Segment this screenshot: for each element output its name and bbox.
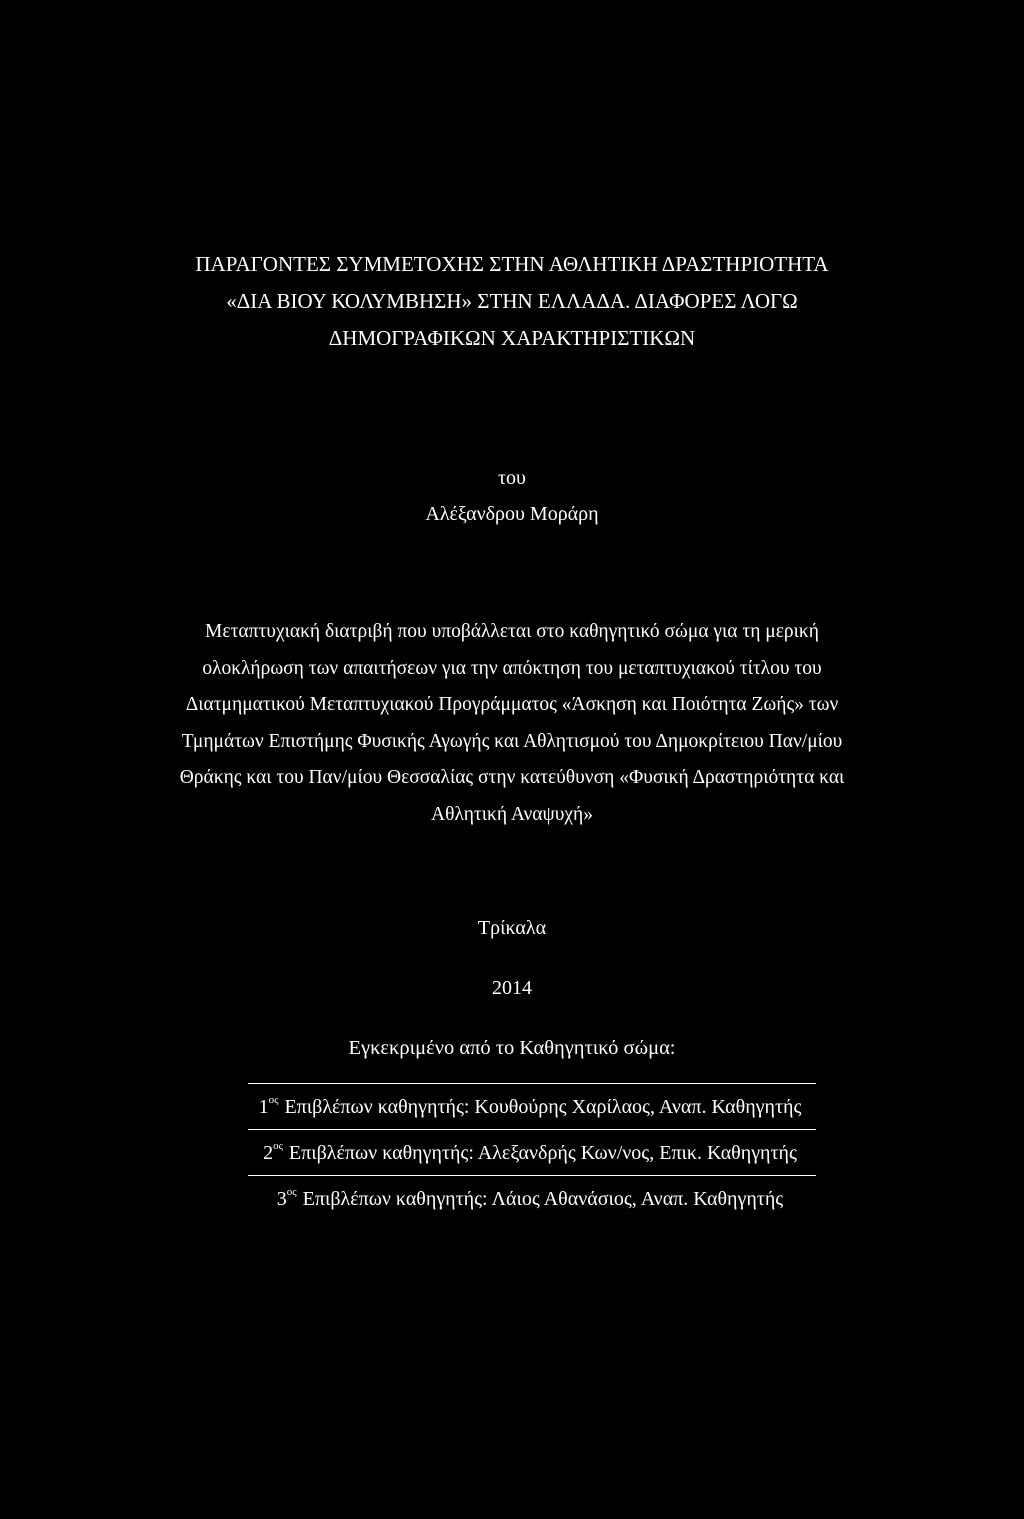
thesis-title	[80, 246, 944, 357]
signature-line	[248, 1083, 816, 1084]
committee-member-2	[240, 1129, 820, 1175]
committee-list	[240, 1083, 820, 1221]
place: Τρίκαλα	[477, 917, 547, 939]
member-number: 2	[263, 1142, 274, 1164]
title-line-2: «ΔΙΑ ΒΙΟΥ ΚΟΛΥΜΒΗΣΗ» ΣΤΗΝ ΕΛΛΑΔΑ. ΔΙΑΦΟΡΕΣ ΛΟΓΩ	[226, 289, 798, 313]
member-ordinal: ος	[286, 1186, 297, 1199]
member-text: Επιβλέπων καθηγητής: Αλεξανδρής Κων/νος, Επικ. Καθηγητής	[288, 1142, 797, 1164]
thesis-description	[110, 614, 914, 833]
description-line: Μεταπτυχιακή διατριβή που υποβάλλεται στο καθηγητικό σώμα για τη μερική	[205, 621, 819, 642]
member-text: Επιβλέπων καθηγητής: Κουθούρης Χαρίλαος, Αναπ. Καθηγητής	[284, 1096, 802, 1118]
member-text: Επιβλέπων καθηγητής: Λάιος Αθανάσιος, Αναπ. Καθηγητής	[302, 1188, 784, 1210]
member-number: 1	[258, 1096, 269, 1118]
approval-statement: Εγκεκριμένο από το Καθηγητικό σώμα:	[348, 1037, 676, 1059]
year: 2014	[492, 977, 532, 999]
place-and-year	[0, 898, 1024, 1018]
author-prefix: του	[498, 467, 526, 489]
member-number: 3	[276, 1188, 287, 1210]
member-ordinal: ος	[273, 1140, 283, 1153]
signature-line	[248, 1129, 816, 1130]
committee-member-1	[240, 1083, 820, 1129]
description-line: Αθλητική Αναψυχή»	[431, 803, 593, 825]
committee-member-3	[240, 1175, 820, 1221]
description-line: ολοκλήρωση των απαιτήσεων για την απόκτηση του μεταπτυχιακού τίτλου του	[202, 657, 822, 679]
title-line-1: ΠΑΡΑΓΟΝΤΕΣ ΣΥΜΜΕΤΟΧΗΣ ΣΤΗΝ ΑΘΛΗΤΙΚΗ ΔΡΑΣΤΗΡΙΟΤΗΤΑ	[195, 252, 829, 276]
description-line: Τμημάτων Επιστήμης Φυσικής Αγωγής και Αθλητισμού του Δημοκρίτειου Παν/μίου	[181, 730, 843, 752]
author-block	[0, 460, 1024, 532]
title-line-3: ΔΗΜΟΓΡΑΦΙΚΩΝ ΧΑΡΑΚΤΗΡΙΣΤΙΚΩΝ	[328, 326, 696, 350]
description-line: Διατμηματικού Μεταπτυχιακού Προγράμματος «Άσκηση και Ποιότητα Ζωής» των	[185, 694, 839, 715]
signature-line	[248, 1175, 816, 1176]
description-line: Θράκης και του Παν/μίου Θεσσαλίας στην κατεύθυνση «Φυσική Δραστηριότητα και	[179, 767, 845, 788]
member-ordinal: ος	[268, 1094, 279, 1107]
author-name: Αλέξανδρου Μοράρη	[425, 503, 599, 525]
